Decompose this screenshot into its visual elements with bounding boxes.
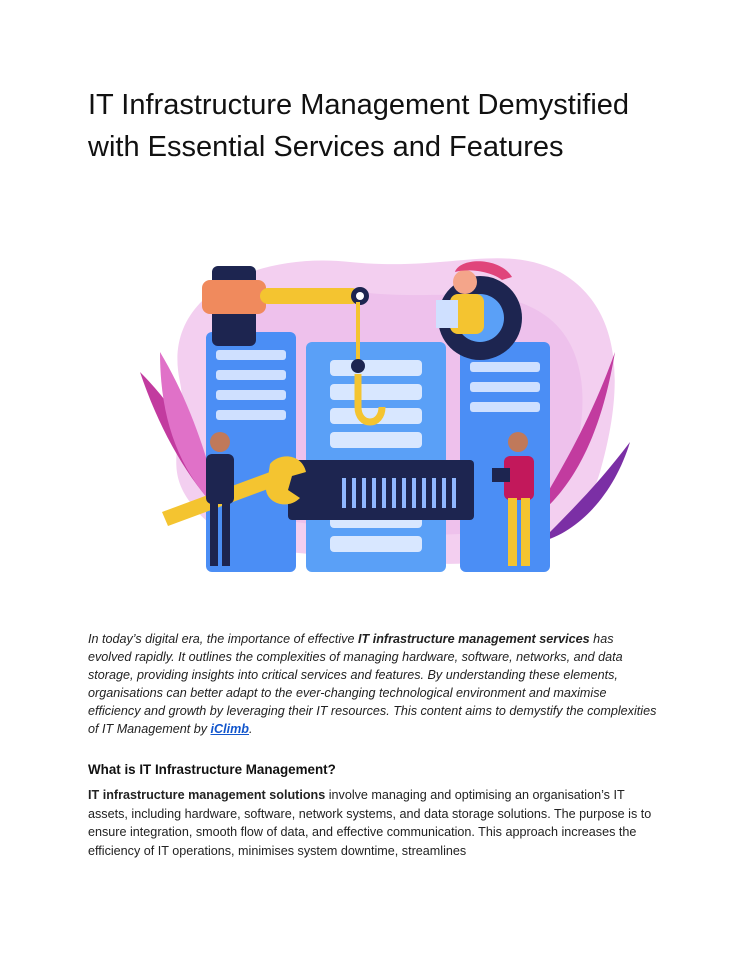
intro-end: . — [249, 722, 253, 737]
intro-body: has evolved rapidly. It outlines the complexities of managing hardware, software, networks, and data storage, providing insights into critical services and features. By understanding these elements, organisations can better adapt to the ever-changing technological environment and maximise efficiency and growth by leveraging their IT resources. This content aims to demystify the complexities of IT Management by — [88, 632, 657, 737]
iclimb-link[interactable]: iClimb — [210, 722, 249, 737]
section-heading: What is IT Infrastructure Management? — [88, 762, 336, 777]
intro-lead: In today’s digital era, the importance of effective — [88, 632, 358, 646]
it-infrastructure-illustration-icon — [120, 232, 640, 592]
section-body: involve managing and optimising an organisation’s IT assets, including hardware, software, network systems, and data storage solutions. The purpose is to ensure integration, smooth flow of data, and effective communication. This approach increases the efficiency of IT operations, minimises system downtime, streamlines — [88, 788, 652, 859]
section-bold-phrase: IT infrastructure management solutions — [88, 788, 326, 802]
hero-illustration — [120, 232, 640, 592]
section-paragraph — [88, 786, 658, 861]
intro-bold-phrase: IT infrastructure management services — [358, 632, 590, 646]
page-title: IT Infrastructure Management Demystified with Essential Services and Features — [88, 89, 630, 163]
intro-paragraph — [88, 630, 658, 739]
